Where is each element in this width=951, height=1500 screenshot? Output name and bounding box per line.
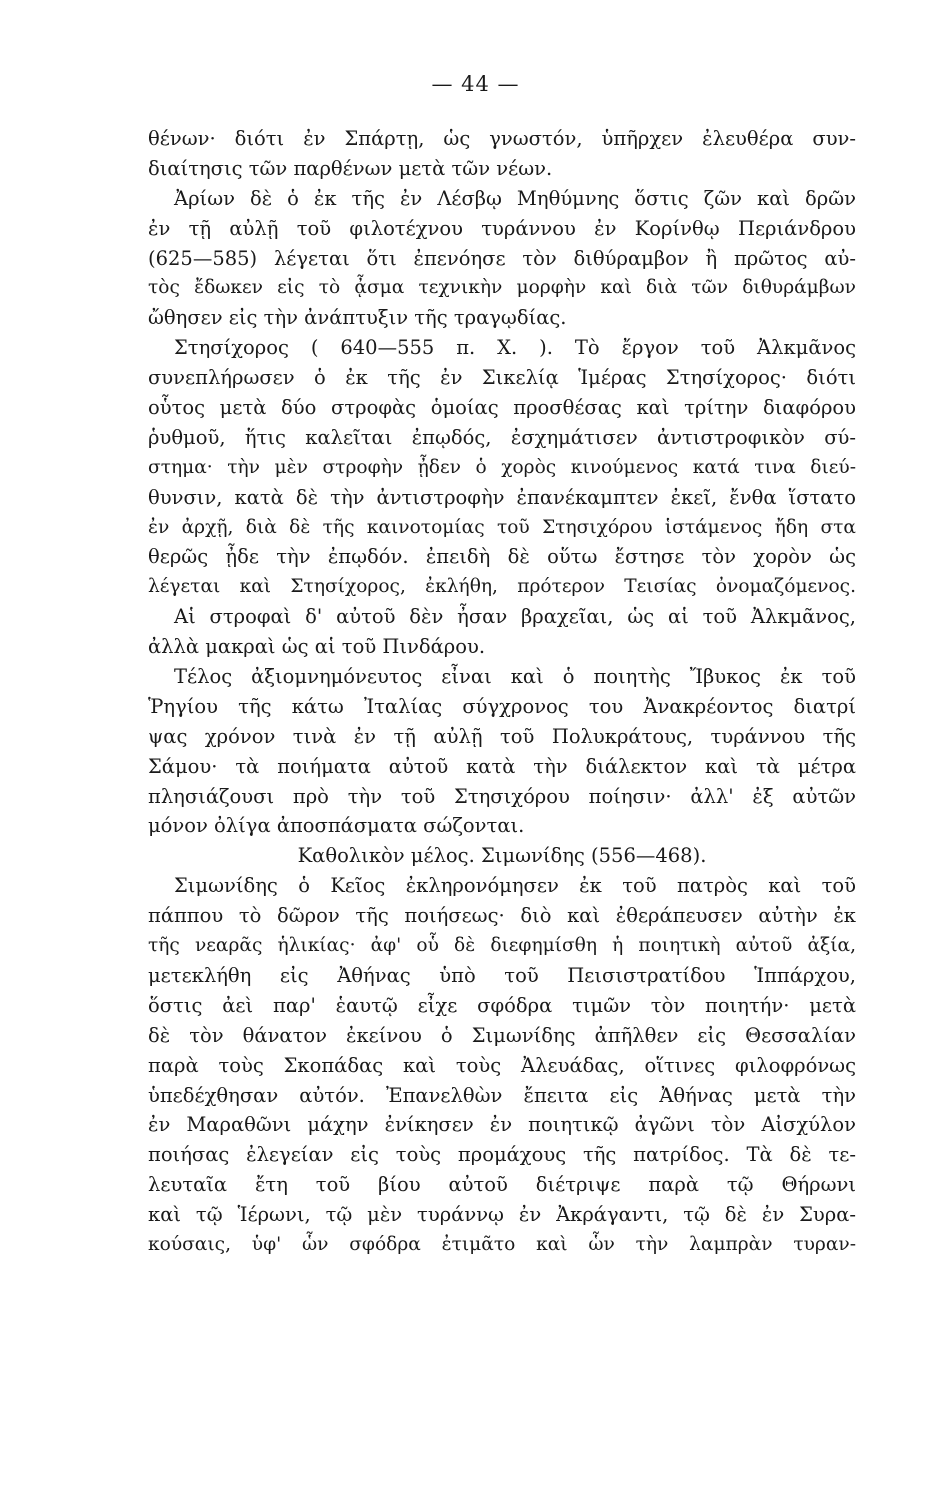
text-line: οὗτος μετὰ δύο στροφὰς ὁμοίας προσθέσας καὶ τρίτην διαφόρου xyxy=(148,396,856,420)
text-line: Τέλος ἀξιομνημόνευτος εἶναι καὶ ὁ ποιητὴς Ἴβυκος ἐκ τοῦ xyxy=(174,665,856,689)
text-line: πάππου τὸ δῶρον τῆς ποιήσεως· διὸ καὶ ἐθεράπευσεν αὐτὴν ἐκ xyxy=(148,904,856,928)
text-line: ψας χρόνον τινὰ ἐν τῇ αὐλῇ τοῦ Πολυκράτους, τυράννου τῆς xyxy=(148,724,856,748)
text-line: θερῶς ᾖδε τὴν ἐπῳδόν. ἐπειδὴ δὲ οὕτω ἔστησε τὸν χορὸν ὡς xyxy=(148,545,856,569)
text-line: τὸς ἔδωκεν εἰς τὸ ᾆσμα τεχνικὴν μορφὴν καὶ διὰ τῶν διθυράμβων xyxy=(148,277,856,299)
text-line: Ἀρίων δὲ ὁ ἐκ τῆς ἐν Λέσβῳ Μηθύμνης ὅστις ζῶν καὶ δρῶν xyxy=(174,186,856,210)
text-line: ὅστις ἀεὶ παρ' ἑαυτῷ εἶχε σφόδρα τιμῶν τὸν ποιητήν· μετὰ xyxy=(148,993,856,1017)
text-line: πλησιάζουσι πρὸ τὴν τοῦ Στησιχόρου ποίησιν· ἀλλ' ἐξ αὐτῶν xyxy=(148,784,856,808)
text-line: ὤθησεν εἰς τὴν ἀνάπτυξιν τῆς τραγῳδίας. xyxy=(148,306,567,330)
page-number: — 44 — xyxy=(431,72,520,96)
text-line: ποιήσας ἐλεγείαν εἰς τοὺς προμάχους τῆς πατρίδος. Τὰ δὲ τε- xyxy=(148,1143,856,1167)
text-line: ἀλλὰ μακραὶ ὡς αἱ τοῦ Πινδάρου. xyxy=(148,635,486,659)
text-line: (625—585) λέγεται ὅτι ἐπενόησε τὸν διθύραμβον ἢ πρῶτος αὐ- xyxy=(148,246,856,270)
text-line: Αἱ στροφαὶ δ' αὐτοῦ δὲν ἦσαν βραχεῖαι, ὡς αἱ τοῦ Ἀλκμᾶνος, xyxy=(174,605,856,629)
text-line: Στησίχορος ( 640—555 π. Χ. ). Τὸ ἔργον τοῦ Ἀλκμᾶνος xyxy=(174,336,856,360)
text-line: ἐν τῇ αὐλῇ τοῦ φιλοτέχνου τυράννου ἐν Κορίνθῳ Περιάνδρου xyxy=(148,216,856,240)
text-line: λευταῖα ἔτη τοῦ βίου αὐτοῦ διέτριψε παρὰ τῷ Θήρωνι xyxy=(148,1173,856,1197)
text-line: λέγεται καὶ Στησίχορος, ἐκλήθη, πρότερον Τεισίας ὀνομαζόμενος. xyxy=(148,576,856,598)
text-line: θυνσιν, κατὰ δὲ τὴν ἀντιστροφὴν ἐπανέκαμπτεν ἐκεῖ, ἔνθα ἵστατο xyxy=(148,485,856,509)
text-line: δὲ τὸν θάνατον ἐκείνου ὁ Σιμωνίδης ἀπῆλθεν εἰς Θεσσαλίαν xyxy=(148,1023,856,1047)
text-line: στημα· τὴν μὲν στροφὴν ᾖδεν ὁ χορὸς κινούμενος κατά τινα διεύ- xyxy=(148,456,856,478)
text-line: καὶ τῷ Ἱέρωνι, τῷ μὲν τυράννῳ ἐν Ἀκράγαντι, τῷ δὲ ἐν Συρα- xyxy=(148,1203,856,1227)
text-line: κούσαις, ὑφ' ὧν σφόδρα ἐτιμᾶτο καὶ ὧν τὴν λαμπρὰν τυραν- xyxy=(148,1233,856,1255)
text-line: μόνον ὀλίγα ἀποσπάσματα σώζονται. xyxy=(148,814,525,838)
text-line: παρὰ τοὺς Σκοπάδας καὶ τοὺς Ἀλευάδας, οἵτινες φιλοφρόνως xyxy=(148,1053,856,1077)
body-text xyxy=(148,124,856,1260)
text-line: θένων· διότι ἐν Σπάρτῃ, ὡς γνωστόν, ὑπῆρχεν ἐλευθέρα συν- xyxy=(148,127,856,150)
text-line: μετεκλήθη εἰς Ἀθήνας ὑπὸ τοῦ Πεισιστρατίδου Ἱππάρχου, xyxy=(148,963,856,987)
text-line: ὑπεδέχθησαν αὐτόν. Ἐπανελθὼν ἔπειτα εἰς Ἀθήνας μετὰ τὴν xyxy=(148,1083,856,1107)
text-line: συνεπλήρωσεν ὁ ἐκ τῆς ἐν Σικελίᾳ Ἱμέρας Στησίχορος· διότι xyxy=(148,366,856,390)
text-line: ἐν Μαραθῶνι μάχην ἐνίκησεν ἐν ποιητικῷ ἀγῶνι τὸν Αἰσχύλον xyxy=(148,1113,856,1137)
text-line: τῆς νεαρᾶς ἡλικίας· ἀφ' οὗ δὲ διεφημίσθη ἡ ποιητικὴ αὐτοῦ ἀξία, xyxy=(148,935,856,957)
text-line: διαίτησις τῶν παρθένων μετὰ τῶν νέων. xyxy=(148,156,553,180)
text-line: Ῥηγίου τῆς κάτω Ἰταλίας σύγχρονος του Ἀνακρέοντος διατρί xyxy=(148,694,856,718)
text-line: ἐν ἀρχῇ, διὰ δὲ τῆς καινοτομίας τοῦ Στησιχόρου ἱστάμενος ἤδη στα xyxy=(148,516,856,538)
text-line: Σιμωνίδης ὁ Κεῖος ἐκληρονόμησεν ἐκ τοῦ πατρὸς καὶ τοῦ xyxy=(174,874,856,898)
text-line: ῥυθμοῦ, ἥτις καλεῖται ἐπῳδός, ἐσχημάτισεν ἀντιστροφικὸν σύ- xyxy=(148,425,856,449)
section-heading: Καθολικὸν μέλος. Σιμωνίδης (556—468). xyxy=(297,844,707,868)
text-line: Σάμου· τὰ ποιήματα αὐτοῦ κατὰ τὴν διάλεκτον καὶ τὰ μέτρα xyxy=(148,754,856,778)
